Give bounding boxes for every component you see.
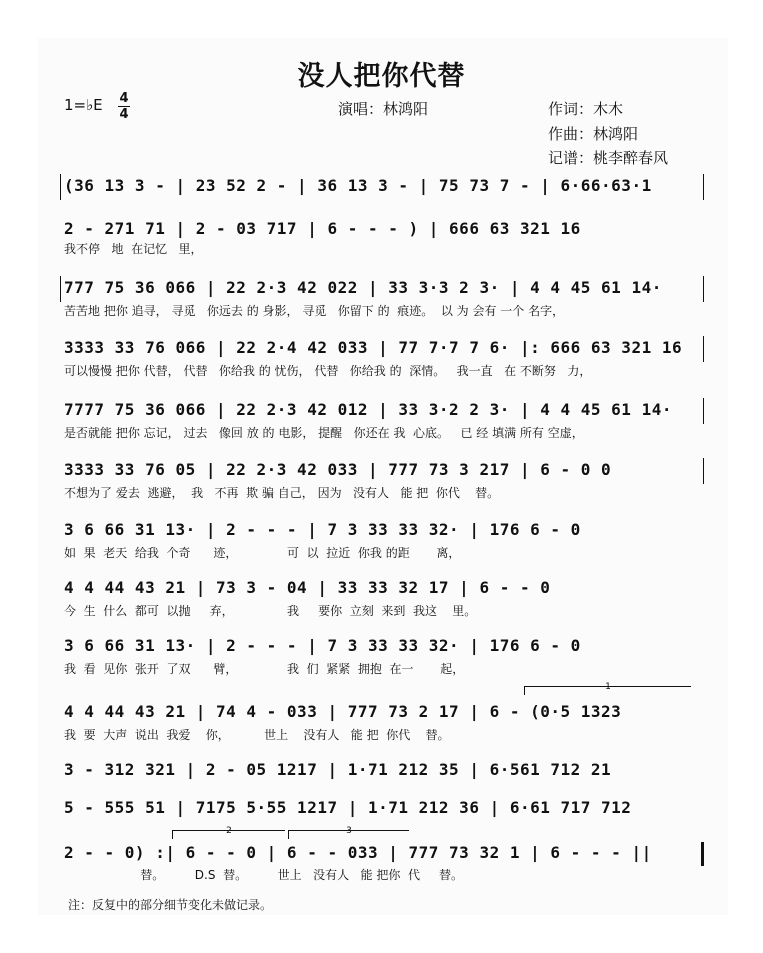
singer-credit: 演唱：林鸿阳 xyxy=(338,100,429,118)
footnote: 注：反复中的部分细节变化未做记录。 xyxy=(68,898,273,912)
notation-line-2: 2 - 271 71 | 2 - 03 717 | 6 - - - ) | 666 63 321 16 xyxy=(64,219,581,238)
notation-line-8: 4 4 44 43 21 | 73 3 - 04 | 33 33 32 17 | 6 - - 0 xyxy=(64,578,551,597)
notation-line-9: 3 6 66 31 13· | 2 - - - | 7 3 33 33 32· | 176 6 - 0 xyxy=(64,636,581,655)
volta-second-ending xyxy=(172,826,285,839)
system-barline xyxy=(60,174,61,200)
lyrics-line-10: 我 要 大声 说出 我爱 你， 世上 没有人 能 把 你代 替。 xyxy=(64,728,450,742)
lyrics-line-13: 替。 D.S 替。 世上 没有人 能 把你 代 替。 xyxy=(64,868,464,882)
final-barline xyxy=(701,842,704,866)
time-signature xyxy=(118,92,130,121)
song-title: 没人把你代替 xyxy=(297,61,466,92)
notation-line-13: 2 - - 0) :| 6 - - 0 | 6 - - 033 | 777 73 32 1 | 6 - - - || xyxy=(64,843,652,862)
system-barline xyxy=(703,174,704,200)
lyrics-line-8: 今 生 什么 都可 以抛 弃， 我 要你 立刻 来到 我这 里。 xyxy=(64,604,477,618)
system-barline xyxy=(703,336,704,362)
lyrics-line-6: 不想为了 爱去 逃避， 我 不再 欺 骗 自己， 因为 没有人 能 把 你代 替。 xyxy=(64,486,500,500)
volta-first-label: 1 xyxy=(605,682,611,692)
volta-third-ending xyxy=(288,826,409,839)
system-barline xyxy=(703,398,704,424)
lyricist-credit: 作词：木木 xyxy=(548,100,624,118)
lyrics-line-2: 我不停 地 在记忆 里， xyxy=(64,242,203,256)
lyrics-line-4: 可以慢慢 把你 代替， 代替 你给我 的 忧伤， 代替 你给我 的 深情。 我一直 在 不断努 力， xyxy=(64,364,592,378)
lyrics-line-9: 我 看 见你 张开 了双 臂， 我 们 紧紧 拥抱 在一 起， xyxy=(64,662,465,676)
notation-line-11: 3 - 312 321 | 2 - 05 1217 | 1·71 212 35 | 6·561 712 21 xyxy=(64,760,612,779)
transcriber-credit: 记谱：桃李醉春风 xyxy=(548,149,669,167)
volta-second-label: 2 xyxy=(226,826,232,836)
lyrics-line-5: 是否就能 把你 忘记， 过去 像回 放 的 电影， 提醒 你还在 我 心底。 已 经 填满 所有 空虚， xyxy=(64,426,584,440)
lyrics-line-3: 苦苦地 把你 追寻， 寻觅 你远去 的 身影， 寻觅 你留下 的 痕迹。 以 为 会有 一个 名字， xyxy=(64,304,565,318)
volta-third-label: 3 xyxy=(346,826,352,836)
notation-line-7: 3 6 66 31 13· | 2 - - - | 7 3 33 33 32· | 176 6 - 0 xyxy=(64,520,581,539)
meter-top: 4 xyxy=(119,91,129,106)
volta-first-ending xyxy=(524,682,691,695)
notation-line-12: 5 - 555 51 | 7175 5·55 1217 | 1·71 212 36 | 6·61 717 712 xyxy=(64,798,632,817)
meter-bottom: 4 xyxy=(119,107,129,122)
lyrics-line-7: 如 果 老天 给我 个奇 迹， 可 以 拉近 你我 的距 离， xyxy=(64,546,461,560)
notation-line-10: 4 4 44 43 21 | 74 4 - 033 | 777 73 2 17 | 6 - (0·5 1323 xyxy=(64,702,622,721)
key-signature: 1=♭E xyxy=(64,96,103,114)
system-barline xyxy=(703,276,704,302)
notation-line-5: 7777 75 36 066 | 22 2·3 42 012 | 33 3·2 2 3· | 4 4 45 61 14· xyxy=(64,400,672,419)
system-barline xyxy=(60,276,61,302)
notation-line-4: 3333 33 76 066 | 22 2·4 42 033 | 77 7·7 7 6· |: 666 63 321 16 xyxy=(64,338,683,357)
composer-credit: 作曲：林鸿阳 xyxy=(548,125,639,143)
notation-line-6: 3333 33 76 05 | 22 2·3 42 033 | 777 73 3 217 | 6 - 0 0 xyxy=(64,460,612,479)
notation-line-1: (36 13 3 - | 23 52 2 - | 36 13 3 - | 75 73 7 - | 6·66·63·1 xyxy=(64,176,652,195)
notation-line-3: 777 75 36 066 | 22 2·3 42 022 | 33 3·3 2 3· | 4 4 45 61 14· xyxy=(64,278,662,297)
system-barline xyxy=(703,458,704,484)
